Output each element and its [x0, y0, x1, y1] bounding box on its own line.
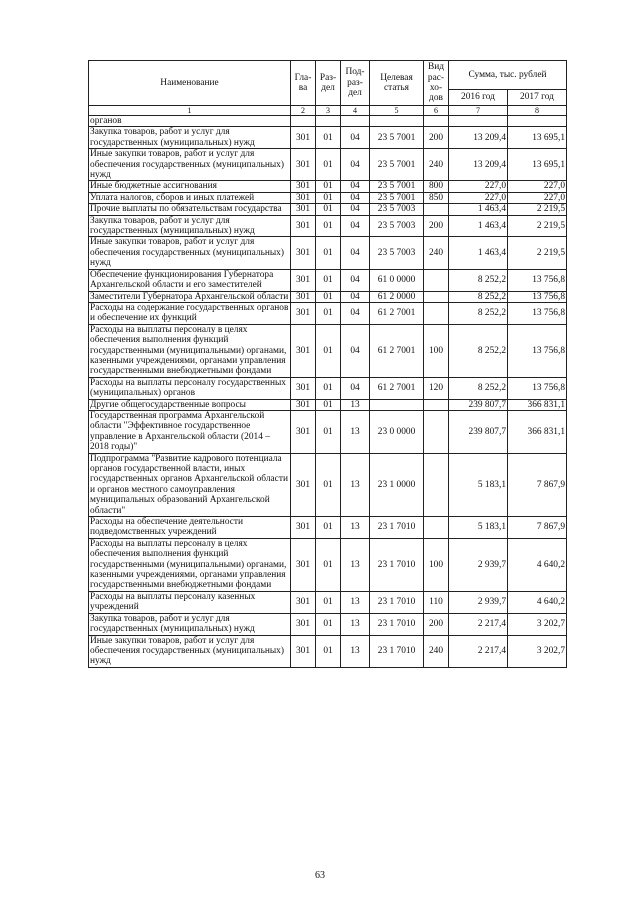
row-value-2016: 5 183,1 [449, 453, 508, 516]
row-value-2016 [449, 116, 508, 127]
row-value-2017: 3 202,7 [508, 613, 567, 635]
row-value-2016: 2 939,7 [449, 538, 508, 591]
row-name: Закупка товаров, работ и услуг для государственных (муниципальных) нужд [89, 215, 291, 237]
table-row [89, 377, 567, 399]
row-tsel: 23 5 7003 [370, 215, 424, 237]
row-tsel: 23 5 7001 [370, 127, 424, 149]
row-glava: 301 [291, 324, 316, 377]
row-vid: 850 [424, 192, 449, 203]
row-razdel: 01 [316, 410, 341, 453]
table-row [89, 127, 567, 149]
row-podrazdel: 13 [341, 538, 370, 591]
row-podrazdel: 04 [341, 181, 370, 192]
row-value-2017: 227,0 [508, 192, 567, 203]
row-tsel [370, 399, 424, 410]
row-podrazdel: 13 [341, 453, 370, 516]
row-vid: 200 [424, 127, 449, 149]
header-year-2017: 2017 год [508, 90, 567, 106]
table-row [89, 237, 567, 269]
row-vid: 100 [424, 538, 449, 591]
row-razdel: 01 [316, 453, 341, 516]
row-vid: 200 [424, 215, 449, 237]
row-vid: 800 [424, 181, 449, 192]
header-vid: Вид рас-хо-дов [424, 61, 449, 106]
row-razdel: 01 [316, 291, 341, 302]
row-value-2016: 1 463,4 [449, 215, 508, 237]
row-razdel: 01 [316, 192, 341, 203]
row-vid: 110 [424, 591, 449, 613]
row-vid [424, 269, 449, 291]
row-name: Заместители Губернатора Архангельской области [89, 291, 291, 302]
row-name: Иные закупки товаров, работ и услуг для обеспечения государственных (муниципальных) нужд [89, 237, 291, 269]
row-value-2017: 4 640,2 [508, 538, 567, 591]
row-vid: 240 [424, 635, 449, 667]
row-tsel: 23 1 7010 [370, 613, 424, 635]
row-podrazdel: 04 [341, 215, 370, 237]
table-row [89, 149, 567, 181]
row-glava: 301 [291, 377, 316, 399]
row-name: органов [89, 116, 291, 127]
row-vid: 100 [424, 324, 449, 377]
row-value-2016: 227,0 [449, 192, 508, 203]
row-name: Расходы на выплаты персоналу государственных (муниципальных) органов [89, 377, 291, 399]
row-name: Иные закупки товаров, работ и услуг для обеспечения государственных (муниципальных) нужд [89, 635, 291, 667]
row-podrazdel: 13 [341, 591, 370, 613]
row-vid [424, 453, 449, 516]
table-row [89, 517, 567, 539]
row-value-2017: 3 202,7 [508, 635, 567, 667]
row-name: Расходы на выплаты персоналу в целях обеспечения выполнения функций государственными (муниципальными) органами, казенными учреждениями, органами управления государственными внебюджетными фондами [89, 324, 291, 377]
row-glava: 301 [291, 635, 316, 667]
header-tsel: Целевая статья [370, 61, 424, 106]
row-vid [424, 410, 449, 453]
row-glava: 301 [291, 149, 316, 181]
row-podrazdel: 04 [341, 377, 370, 399]
table-row [89, 192, 567, 203]
row-razdel: 01 [316, 302, 341, 324]
row-vid [424, 517, 449, 539]
row-razdel: 01 [316, 204, 341, 215]
row-tsel: 23 1 0000 [370, 453, 424, 516]
row-value-2016: 2 939,7 [449, 591, 508, 613]
row-tsel: 23 1 7010 [370, 591, 424, 613]
column-number: 5 [370, 106, 424, 116]
row-tsel: 23 5 7003 [370, 237, 424, 269]
row-razdel: 01 [316, 324, 341, 377]
row-glava: 301 [291, 613, 316, 635]
row-glava: 301 [291, 192, 316, 203]
table-row [89, 538, 567, 591]
table-row [89, 410, 567, 453]
row-value-2017: 2 219,5 [508, 215, 567, 237]
row-glava: 301 [291, 302, 316, 324]
row-glava: 301 [291, 237, 316, 269]
row-tsel: 23 5 7003 [370, 204, 424, 215]
row-name: Расходы на выплаты персоналу казенных учреждений [89, 591, 291, 613]
row-podrazdel: 04 [341, 302, 370, 324]
row-razdel: 01 [316, 517, 341, 539]
row-razdel: 01 [316, 181, 341, 192]
row-tsel: 61 0 0000 [370, 269, 424, 291]
row-value-2017: 13 756,8 [508, 269, 567, 291]
row-vid [424, 291, 449, 302]
table-row [89, 116, 567, 127]
row-razdel [316, 116, 341, 127]
row-tsel: 61 2 7001 [370, 324, 424, 377]
row-glava: 301 [291, 591, 316, 613]
row-razdel: 01 [316, 127, 341, 149]
table-row [89, 635, 567, 667]
row-value-2017: 13 695,1 [508, 127, 567, 149]
header-podrazdel: Под-раз-дел [341, 61, 370, 106]
row-vid: 240 [424, 237, 449, 269]
table-row [89, 302, 567, 324]
row-razdel: 01 [316, 538, 341, 591]
row-value-2016: 8 252,2 [449, 269, 508, 291]
row-vid [424, 116, 449, 127]
row-tsel [370, 116, 424, 127]
row-value-2017: 13 756,8 [508, 291, 567, 302]
table-row [89, 215, 567, 237]
row-vid [424, 302, 449, 324]
row-value-2016: 5 183,1 [449, 517, 508, 539]
row-tsel: 61 2 7001 [370, 377, 424, 399]
row-value-2017: 13 756,8 [508, 377, 567, 399]
row-value-2017: 7 867,9 [508, 453, 567, 516]
header-name: Наименование [89, 61, 291, 106]
row-value-2017: 4 640,2 [508, 591, 567, 613]
row-vid [424, 399, 449, 410]
budget-table [88, 60, 567, 668]
row-podrazdel: 13 [341, 635, 370, 667]
row-name: Расходы на обеспечение деятельности подведомственных учреждений [89, 517, 291, 539]
table-row [89, 591, 567, 613]
row-value-2017: 2 219,5 [508, 204, 567, 215]
row-value-2017: 13 695,1 [508, 149, 567, 181]
row-glava: 301 [291, 269, 316, 291]
row-value-2016: 239 807,7 [449, 410, 508, 453]
row-value-2016: 8 252,2 [449, 377, 508, 399]
header-razdel: Раз-дел [316, 61, 341, 106]
column-number: 1 [89, 106, 291, 116]
row-podrazdel: 04 [341, 149, 370, 181]
row-value-2016: 8 252,2 [449, 302, 508, 324]
row-name: Государственная программа Архангельской области "Эффективное государственное управление в Архангельской области (2014 – 2018 годы)" [89, 410, 291, 453]
row-value-2016: 13 209,4 [449, 149, 508, 181]
row-podrazdel: 04 [341, 192, 370, 203]
table-row [89, 181, 567, 192]
row-value-2017: 7 867,9 [508, 517, 567, 539]
row-podrazdel: 13 [341, 399, 370, 410]
row-value-2017 [508, 116, 567, 127]
row-tsel: 23 1 7010 [370, 517, 424, 539]
row-tsel: 61 2 7001 [370, 302, 424, 324]
row-value-2017: 13 756,8 [508, 302, 567, 324]
row-name: Расходы на выплаты персоналу в целях обеспечения выполнения функций государственными (муниципальными) органами, казенными учреждениями, органами управления государственными внебюджетными фондами [89, 538, 291, 591]
row-razdel: 01 [316, 215, 341, 237]
row-glava: 301 [291, 181, 316, 192]
row-name: Обеспечение функционирования Губернатора Архангельской области и его заместителей [89, 269, 291, 291]
row-tsel: 61 2 0000 [370, 291, 424, 302]
row-tsel: 23 5 7001 [370, 181, 424, 192]
row-value-2017: 227,0 [508, 181, 567, 192]
row-podrazdel [341, 116, 370, 127]
row-name: Другие общегосударственные вопросы [89, 399, 291, 410]
row-glava: 301 [291, 399, 316, 410]
row-glava: 301 [291, 127, 316, 149]
row-glava: 301 [291, 410, 316, 453]
row-podrazdel: 13 [341, 517, 370, 539]
table-row [89, 399, 567, 410]
row-vid [424, 204, 449, 215]
row-name: Иные бюджетные ассигнования [89, 181, 291, 192]
row-tsel: 23 1 7010 [370, 538, 424, 591]
row-value-2016: 8 252,2 [449, 324, 508, 377]
row-value-2016: 239 807,7 [449, 399, 508, 410]
row-vid: 120 [424, 377, 449, 399]
row-podrazdel: 04 [341, 204, 370, 215]
table-row [89, 453, 567, 516]
row-value-2016: 13 209,4 [449, 127, 508, 149]
column-number: 7 [449, 106, 508, 116]
row-value-2016: 227,0 [449, 181, 508, 192]
row-razdel: 01 [316, 377, 341, 399]
row-glava: 301 [291, 453, 316, 516]
row-podrazdel: 13 [341, 613, 370, 635]
row-value-2017: 13 756,8 [508, 324, 567, 377]
row-tsel: 23 0 0000 [370, 410, 424, 453]
table-row [89, 324, 567, 377]
row-razdel: 01 [316, 591, 341, 613]
row-razdel: 01 [316, 237, 341, 269]
row-value-2017: 366 831,1 [508, 410, 567, 453]
row-razdel: 01 [316, 399, 341, 410]
row-tsel: 23 1 7010 [370, 635, 424, 667]
header-glava: Гла-ва [291, 61, 316, 106]
row-podrazdel: 04 [341, 237, 370, 269]
row-podrazdel: 04 [341, 324, 370, 377]
row-podrazdel: 04 [341, 127, 370, 149]
row-value-2016: 2 217,4 [449, 635, 508, 667]
row-tsel: 23 5 7001 [370, 149, 424, 181]
table-row [89, 269, 567, 291]
row-vid: 240 [424, 149, 449, 181]
row-value-2017: 2 219,5 [508, 237, 567, 269]
row-glava: 301 [291, 517, 316, 539]
row-tsel: 23 5 7001 [370, 192, 424, 203]
row-name: Расходы на содержание государственных органов и обеспечение их функций [89, 302, 291, 324]
page-number: 63 [315, 870, 325, 881]
header-year-2016: 2016 год [449, 90, 508, 106]
row-value-2017: 366 831,1 [508, 399, 567, 410]
column-number: 3 [316, 106, 341, 116]
row-razdel: 01 [316, 149, 341, 181]
row-glava: 301 [291, 204, 316, 215]
row-value-2016: 8 252,2 [449, 291, 508, 302]
row-glava: 301 [291, 291, 316, 302]
column-number: 4 [341, 106, 370, 116]
row-razdel: 01 [316, 613, 341, 635]
table-row [89, 291, 567, 302]
row-name: Уплата налогов, сборов и иных платежей [89, 192, 291, 203]
row-name: Прочие выплаты по обязательствам государства [89, 204, 291, 215]
row-value-2016: 1 463,4 [449, 237, 508, 269]
column-number: 2 [291, 106, 316, 116]
row-podrazdel: 04 [341, 269, 370, 291]
header-summa: Сумма, тыс. рублей [449, 61, 567, 90]
row-value-2016: 2 217,4 [449, 613, 508, 635]
row-glava [291, 116, 316, 127]
column-numbers-row [89, 106, 567, 116]
row-name: Закупка товаров, работ и услуг для государственных (муниципальных) нужд [89, 127, 291, 149]
row-podrazdel: 04 [341, 291, 370, 302]
row-glava: 301 [291, 215, 316, 237]
table-row [89, 204, 567, 215]
column-number: 6 [424, 106, 449, 116]
row-name: Иные закупки товаров, работ и услуг для обеспечения государственных (муниципальных) нужд [89, 149, 291, 181]
column-number: 8 [508, 106, 567, 116]
row-razdel: 01 [316, 635, 341, 667]
row-name: Подпрограмма "Развитие кадрового потенциала органов государственной власти, иных государственных органов Архангельской области и органов местного самоуправления муниципальных образований Архангельской области" [89, 453, 291, 516]
row-value-2016: 1 463,4 [449, 204, 508, 215]
row-vid: 200 [424, 613, 449, 635]
row-razdel: 01 [316, 269, 341, 291]
row-podrazdel: 13 [341, 410, 370, 453]
row-glava: 301 [291, 538, 316, 591]
row-name: Закупка товаров, работ и услуг для государственных (муниципальных) нужд [89, 613, 291, 635]
table-row [89, 613, 567, 635]
